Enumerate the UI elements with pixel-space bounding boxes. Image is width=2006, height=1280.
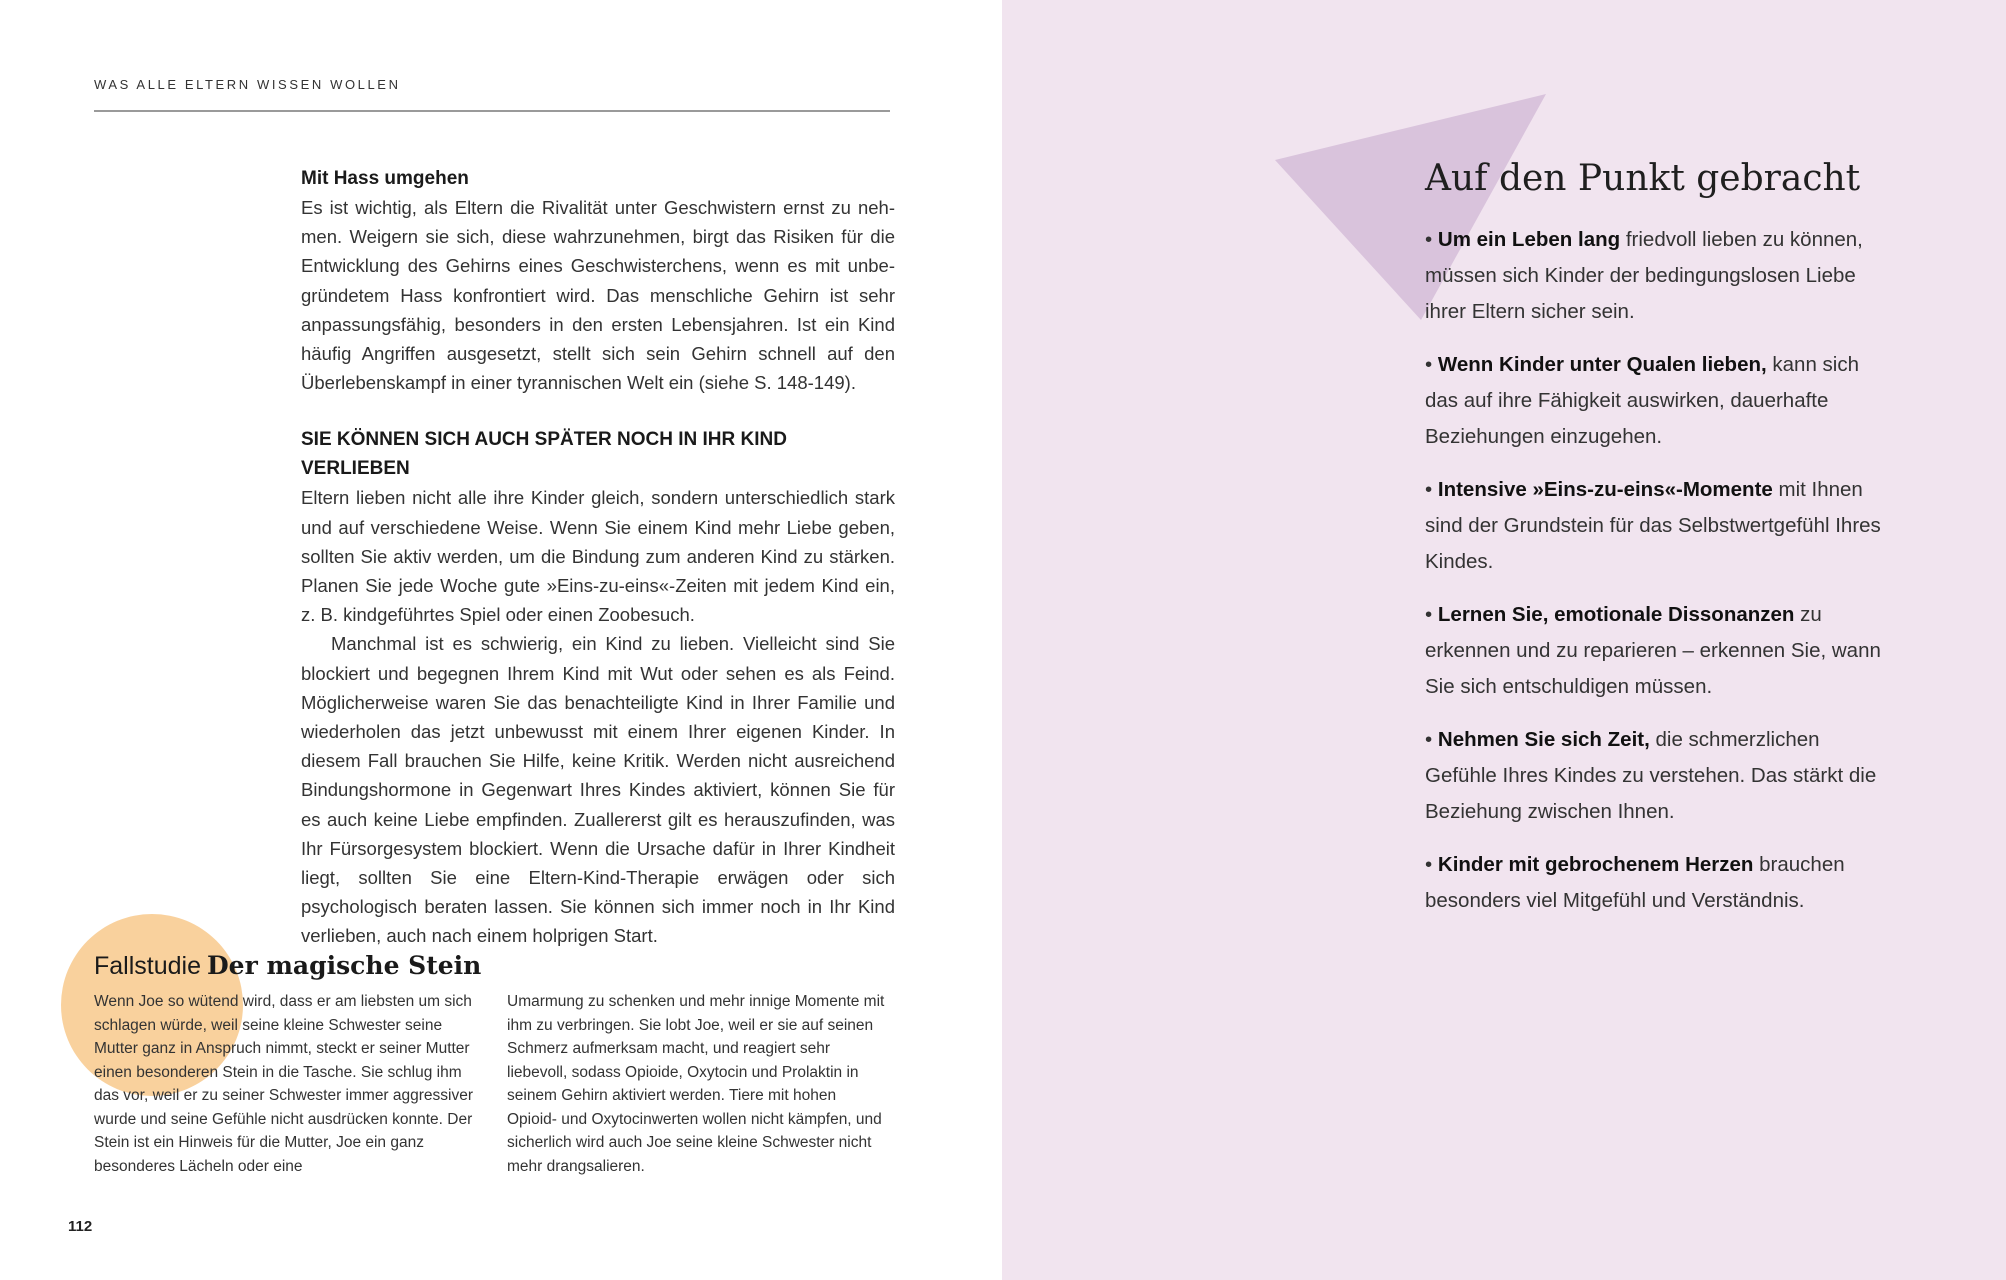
bullet: • bbox=[1425, 728, 1433, 751]
summary-item bbox=[1425, 847, 1895, 919]
bullet: • bbox=[1425, 353, 1433, 376]
page-number: 112 bbox=[68, 1218, 93, 1235]
summary-list bbox=[1425, 222, 1895, 936]
summary-item bbox=[1425, 722, 1895, 830]
subheading-mit-hass-umgehen: Mit Hass umgehen bbox=[301, 168, 469, 189]
case-study-column-1: Wenn Joe so wütend wird, dass er am liebsten um sich schlagen würde, weil seine kleine Schwester seine Mutter ganz in Anspruch nimmt, steckt er seiner Mutter einen besonderen Stein in die Tasche. Sie schlug ihm das vor, weil er zu seiner Schwester immer aggressiver wurde und seine Gefühle nicht ausdrücken konnte. Der Stein ist ein Hinweis für die Mutter, Joe ein ganz besonderes Lächeln oder eine bbox=[94, 993, 474, 1175]
summary-item-text: friedvoll lieben zu können, müssen sich Kinder der bedingungslosen Liebe ihrer Eltern sicher sein. bbox=[1425, 228, 1863, 323]
paragraph-difficult-to-love: Manchmal ist es schwierig, ein Kind zu lieben. Vielleicht sind Sie blockiert und begegnen Ihrem Kind mit Wut oder sehen es als Feind. Möglicherweise waren Sie das benachteiligte Kind in Ihrer Familie und wiederholen das jetzt unbewusst mit einem Ihrer eigenen Kinder. In diesem Fall brauchen Sie Hilfe, keine Kritik. Werden nicht ausreichend Bindungshormone in Gegenwart Ihres Kindes aktiviert, können Sie für es auch keine Liebe empfinden. Zuallererst gilt es herauszufinden, was Ihr Fürsorgesystem blockiert. Wenn die Ursache dafür in Ihrer Kindheit liegt, sollten Sie eine Eltern-Kind-Therapie erwägen oder sich psychologisch beraten lassen. Sie können sich immer noch in Ihr Kind verlieben, auch nach einem holprigen Start. bbox=[301, 633, 895, 947]
bullet: • bbox=[1425, 478, 1433, 501]
paragraph-parents-love: Eltern lieben nicht alle ihre Kinder gleich, sondern unterschiedlich stark und auf verschiedene Weise. Wenn Sie einem Kind mehr Liebe geben, sollten Sie aktiv werden, um die Bindung zum anderen Kind zu stärken. Planen Sie jede Woche gute »Eins-zu-eins«-Zeiten mit jedem Kind ein, z. B. kindgeführtes Spiel oder einen Zoobesuch. bbox=[301, 487, 895, 626]
summary-item-bold: Um ein Leben lang bbox=[1437, 228, 1621, 251]
summary-item bbox=[1425, 472, 1895, 580]
summary-item-text: die schmerzlichen Gefühle Ihres Kindes zu verstehen. Das stärkt die Beziehung zwischen Ihnen. bbox=[1425, 728, 1877, 823]
left-page bbox=[0, 0, 1002, 1280]
summary-item-bold: Intensive »Eins-zu-eins«-Momente bbox=[1437, 478, 1773, 501]
summary-item-bold: Nehmen Sie sich Zeit, bbox=[1437, 728, 1650, 751]
case-study-heading: Der magische Stein bbox=[207, 951, 482, 980]
header-rule bbox=[94, 110, 890, 112]
summary-item-text: brauchen besonders viel Mitgefühl und Verständnis. bbox=[1425, 853, 1845, 912]
summary-title: Auf den Punkt gebracht bbox=[1425, 158, 1861, 199]
summary-item bbox=[1425, 597, 1895, 705]
bullet: • bbox=[1425, 228, 1433, 251]
case-study-title bbox=[94, 950, 481, 981]
summary-item-bold: Lernen Sie, emotionale Dissonanzen bbox=[1437, 603, 1795, 626]
case-study-kicker: Fallstudie bbox=[94, 952, 201, 980]
paragraph-rivalry: Es ist wichtig, als Eltern die Rivalität unter Geschwistern ernst zu nehmen. Weigern sie sich, diese wahrzunehmen, birgt das Risiken für die Entwicklung des Gehirns eines Geschwisterchens, wenn es mit unbegründetem Hass konfrontiert wird. Das menschliche Gehirn ist sehr anpassungsfähig, besonders in den ersten Lebensjahren. Ist ein Kind häufig Angriffen ausgesetzt, stellt sich sein Gehirn schnell auf den Überlebenskampf in einer tyrannischen Welt ein (siehe S. 148-149). bbox=[301, 197, 895, 394]
summary-item bbox=[1425, 347, 1895, 455]
right-page-summary-panel bbox=[1002, 0, 2006, 1280]
bullet: • bbox=[1425, 603, 1433, 626]
main-text-column bbox=[301, 164, 895, 951]
running-head: WAS ALLE ELTERN WISSEN WOLLEN bbox=[94, 77, 401, 92]
summary-item-text: zu erkennen und zu reparieren – erkennen Sie, wann Sie sich entschuldigen müssen. bbox=[1425, 603, 1881, 698]
summary-item-text: mit Ihnen sind der Grundstein für das Selbstwertgefühl Ihres Kindes. bbox=[1425, 478, 1881, 573]
summary-item-bold: Wenn Kinder unter Qualen lieben, bbox=[1437, 353, 1767, 376]
bullet: • bbox=[1425, 853, 1433, 876]
summary-item bbox=[1425, 222, 1895, 330]
section-heading: SIE KÖNNEN SICH AUCH SPÄTER NOCH IN IHR KIND VERLIEBEN bbox=[301, 429, 787, 480]
summary-item-bold: Kinder mit gebrochenem Herzen bbox=[1437, 853, 1754, 876]
summary-item-text: kann sich das auf ihre Fähigkeit auswirken, dauerhafte Beziehungen einzugehen. bbox=[1425, 353, 1860, 448]
case-study-column-2: Umarmung zu schenken und mehr innige Momente mit ihm zu verbringen. Sie lobt Joe, weil er sie auf seinen Schmerz aufmerksam macht, und reagiert sehr liebevoll, sodass Opioide, Oxytocin und Prolaktin in seinem Gehirn aktiviert werden. Tiere mit hohen Opioid- und Oxytocinwerten wollen nicht kämpfen, und sicherlich wird auch Joe seine kleine Schwester nicht mehr drangsalieren. bbox=[507, 993, 885, 1175]
